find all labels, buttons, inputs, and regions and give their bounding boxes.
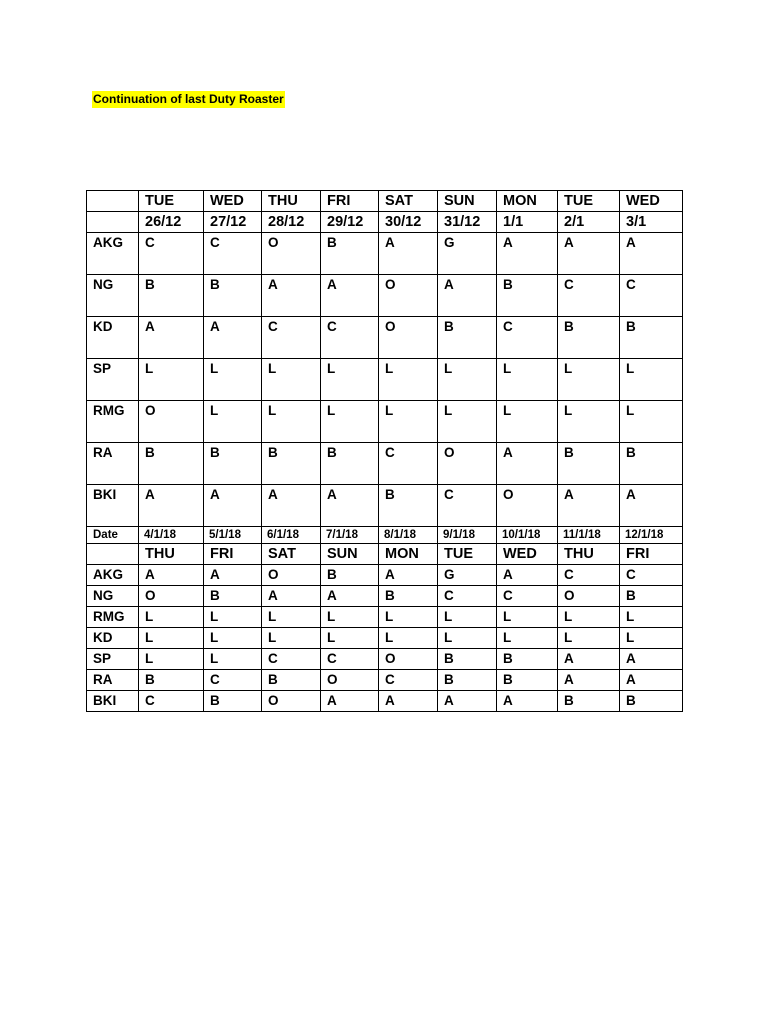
shift-cell: C — [379, 670, 438, 691]
staff-name-cell: KD — [87, 317, 139, 359]
header-row-days — [87, 191, 683, 212]
day-header-cell: FRI — [204, 544, 262, 565]
shift-cell: B — [204, 691, 262, 712]
shift-cell: C — [139, 233, 204, 275]
date-cell: 8/1/18 — [379, 527, 438, 544]
shift-cell: C — [204, 233, 262, 275]
shift-cell: L — [497, 607, 558, 628]
shift-cell: C — [139, 691, 204, 712]
shift-cell: L — [204, 401, 262, 443]
shift-cell: B — [438, 670, 497, 691]
shift-cell: A — [204, 565, 262, 586]
shift-cell: O — [321, 670, 379, 691]
shift-cell: A — [558, 233, 620, 275]
shift-cell: A — [321, 691, 379, 712]
shift-cell: G — [438, 565, 497, 586]
day-header-cell: MON — [379, 544, 438, 565]
shift-cell: A — [620, 485, 683, 527]
shift-cell: C — [262, 317, 321, 359]
day-header-cell: TUE — [438, 544, 497, 565]
shift-cell: A — [438, 691, 497, 712]
shift-cell: B — [558, 317, 620, 359]
shift-cell: B — [497, 649, 558, 670]
shift-cell: B — [204, 275, 262, 317]
shift-cell: L — [262, 359, 321, 401]
date-header-cell: 26/12 — [139, 212, 204, 233]
day-header-cell: THU — [139, 544, 204, 565]
shift-cell: L — [204, 607, 262, 628]
shift-cell: A — [558, 670, 620, 691]
staff-name-cell: RA — [87, 670, 139, 691]
shift-cell: A — [379, 233, 438, 275]
shift-cell: B — [321, 233, 379, 275]
table-row — [87, 443, 683, 485]
shift-cell: L — [438, 607, 497, 628]
shift-cell: G — [438, 233, 497, 275]
shift-cell: O — [262, 565, 321, 586]
staff-name-cell: AKG — [87, 233, 139, 275]
shift-cell: C — [558, 275, 620, 317]
table-row — [87, 233, 683, 275]
date-header-cell: 3/1 — [620, 212, 683, 233]
roster-body — [87, 191, 683, 712]
date-header-cell: 2/1 — [558, 212, 620, 233]
day-header-cell: THU — [262, 191, 321, 212]
corner-cell — [87, 191, 139, 212]
shift-cell: L — [558, 359, 620, 401]
table-row — [87, 317, 683, 359]
shift-cell: L — [262, 607, 321, 628]
shift-cell: L — [204, 628, 262, 649]
date-header-cell: 30/12 — [379, 212, 438, 233]
shift-cell: B — [379, 485, 438, 527]
shift-cell: A — [558, 485, 620, 527]
table-row — [87, 691, 683, 712]
shift-cell: L — [558, 607, 620, 628]
shift-cell: C — [558, 565, 620, 586]
shift-cell: L — [139, 607, 204, 628]
day-header-cell: FRI — [620, 544, 683, 565]
shift-cell: A — [262, 586, 321, 607]
staff-name-cell: RMG — [87, 607, 139, 628]
date-cell: 5/1/18 — [204, 527, 262, 544]
shift-cell: A — [497, 443, 558, 485]
table-row — [87, 586, 683, 607]
header-row-dates — [87, 212, 683, 233]
shift-cell: O — [139, 401, 204, 443]
shift-cell: A — [204, 317, 262, 359]
shift-cell: B — [379, 586, 438, 607]
shift-cell: A — [262, 275, 321, 317]
date-header-cell: 31/12 — [438, 212, 497, 233]
shift-cell: B — [139, 275, 204, 317]
shift-cell: B — [139, 443, 204, 485]
shift-cell: A — [379, 691, 438, 712]
shift-cell: L — [139, 628, 204, 649]
table-row — [87, 670, 683, 691]
shift-cell: L — [497, 401, 558, 443]
staff-name-cell: KD — [87, 628, 139, 649]
shift-cell: A — [321, 485, 379, 527]
shift-cell: B — [497, 275, 558, 317]
date-cell: 7/1/18 — [321, 527, 379, 544]
shift-cell: B — [204, 586, 262, 607]
shift-cell: L — [438, 628, 497, 649]
shift-cell: C — [620, 275, 683, 317]
shift-cell: L — [620, 628, 683, 649]
date-row — [87, 527, 683, 544]
shift-cell: L — [558, 401, 620, 443]
shift-cell: B — [497, 670, 558, 691]
shift-cell: L — [438, 401, 497, 443]
shift-cell: C — [497, 586, 558, 607]
shift-cell: L — [620, 607, 683, 628]
shift-cell: L — [379, 401, 438, 443]
table-row — [87, 649, 683, 670]
shift-cell: O — [379, 649, 438, 670]
shift-cell: A — [321, 586, 379, 607]
shift-cell: A — [497, 233, 558, 275]
table-row — [87, 275, 683, 317]
staff-name-cell: NG — [87, 275, 139, 317]
shift-cell: A — [139, 565, 204, 586]
shift-cell: A — [497, 691, 558, 712]
date-header-cell: 27/12 — [204, 212, 262, 233]
date-label-cell: Date — [87, 527, 139, 544]
shift-cell: L — [497, 628, 558, 649]
shift-cell: L — [321, 359, 379, 401]
shift-cell: A — [139, 485, 204, 527]
shift-cell: B — [438, 317, 497, 359]
shift-cell: B — [620, 691, 683, 712]
shift-cell: L — [620, 359, 683, 401]
shift-cell: L — [497, 359, 558, 401]
document-title: Continuation of last Duty Roaster — [93, 92, 284, 106]
shift-cell: O — [262, 691, 321, 712]
corner-cell — [87, 544, 139, 565]
staff-name-cell: BKI — [87, 485, 139, 527]
staff-name-cell: BKI — [87, 691, 139, 712]
shift-cell: A — [620, 649, 683, 670]
date-header-cell: 28/12 — [262, 212, 321, 233]
shift-cell: A — [262, 485, 321, 527]
staff-name-cell: SP — [87, 649, 139, 670]
shift-cell: A — [438, 275, 497, 317]
shift-cell: L — [262, 401, 321, 443]
shift-cell: C — [204, 670, 262, 691]
day-header-cell: THU — [558, 544, 620, 565]
shift-cell: B — [262, 670, 321, 691]
date-cell: 11/1/18 — [558, 527, 620, 544]
shift-cell: L — [379, 607, 438, 628]
shift-cell: B — [558, 443, 620, 485]
shift-cell: L — [558, 628, 620, 649]
shift-cell: C — [438, 586, 497, 607]
shift-cell: A — [139, 317, 204, 359]
shift-cell: O — [379, 275, 438, 317]
day-header-cell: WED — [620, 191, 683, 212]
shift-cell: L — [204, 649, 262, 670]
header-row-days-2 — [87, 544, 683, 565]
day-header-cell: SUN — [321, 544, 379, 565]
shift-cell: B — [558, 691, 620, 712]
day-header-cell: MON — [497, 191, 558, 212]
shift-cell: O — [262, 233, 321, 275]
table-row — [87, 565, 683, 586]
shift-cell: L — [139, 649, 204, 670]
shift-cell: L — [321, 628, 379, 649]
day-header-cell: SAT — [379, 191, 438, 212]
shift-cell: A — [558, 649, 620, 670]
shift-cell: L — [379, 359, 438, 401]
duty-roster-table — [86, 190, 683, 712]
shift-cell: L — [438, 359, 497, 401]
staff-name-cell: AKG — [87, 565, 139, 586]
shift-cell: A — [497, 565, 558, 586]
table-row — [87, 359, 683, 401]
day-header-cell: SAT — [262, 544, 321, 565]
shift-cell: B — [620, 443, 683, 485]
shift-cell: B — [321, 443, 379, 485]
shift-cell: C — [262, 649, 321, 670]
table-row — [87, 628, 683, 649]
shift-cell: A — [620, 670, 683, 691]
shift-cell: O — [139, 586, 204, 607]
shift-cell: O — [558, 586, 620, 607]
day-header-cell: SUN — [438, 191, 497, 212]
shift-cell: B — [139, 670, 204, 691]
day-header-cell: TUE — [139, 191, 204, 212]
shift-cell: A — [379, 565, 438, 586]
shift-cell: O — [497, 485, 558, 527]
shift-cell: C — [497, 317, 558, 359]
shift-cell: B — [620, 317, 683, 359]
day-header-cell: WED — [497, 544, 558, 565]
day-header-cell: WED — [204, 191, 262, 212]
date-cell: 12/1/18 — [620, 527, 683, 544]
table-row — [87, 401, 683, 443]
shift-cell: A — [620, 233, 683, 275]
date-cell: 6/1/18 — [262, 527, 321, 544]
shift-cell: B — [262, 443, 321, 485]
date-header-cell: 1/1 — [497, 212, 558, 233]
shift-cell: L — [379, 628, 438, 649]
shift-cell: L — [139, 359, 204, 401]
shift-cell: C — [379, 443, 438, 485]
shift-cell: B — [321, 565, 379, 586]
corner-cell — [87, 212, 139, 233]
shift-cell: B — [620, 586, 683, 607]
date-cell: 4/1/18 — [139, 527, 204, 544]
shift-cell: C — [620, 565, 683, 586]
staff-name-cell: SP — [87, 359, 139, 401]
shift-cell: O — [438, 443, 497, 485]
shift-cell: L — [204, 359, 262, 401]
shift-cell: B — [204, 443, 262, 485]
shift-cell: C — [438, 485, 497, 527]
table-row — [87, 485, 683, 527]
staff-name-cell: NG — [87, 586, 139, 607]
table-row — [87, 607, 683, 628]
shift-cell: C — [321, 649, 379, 670]
shift-cell: B — [438, 649, 497, 670]
shift-cell: A — [204, 485, 262, 527]
shift-cell: C — [321, 317, 379, 359]
staff-name-cell: RA — [87, 443, 139, 485]
shift-cell: A — [321, 275, 379, 317]
date-cell: 10/1/18 — [497, 527, 558, 544]
shift-cell: O — [379, 317, 438, 359]
shift-cell: L — [321, 607, 379, 628]
date-cell: 9/1/18 — [438, 527, 497, 544]
date-header-cell: 29/12 — [321, 212, 379, 233]
shift-cell: L — [620, 401, 683, 443]
day-header-cell: TUE — [558, 191, 620, 212]
staff-name-cell: RMG — [87, 401, 139, 443]
day-header-cell: FRI — [321, 191, 379, 212]
shift-cell: L — [262, 628, 321, 649]
shift-cell: L — [321, 401, 379, 443]
